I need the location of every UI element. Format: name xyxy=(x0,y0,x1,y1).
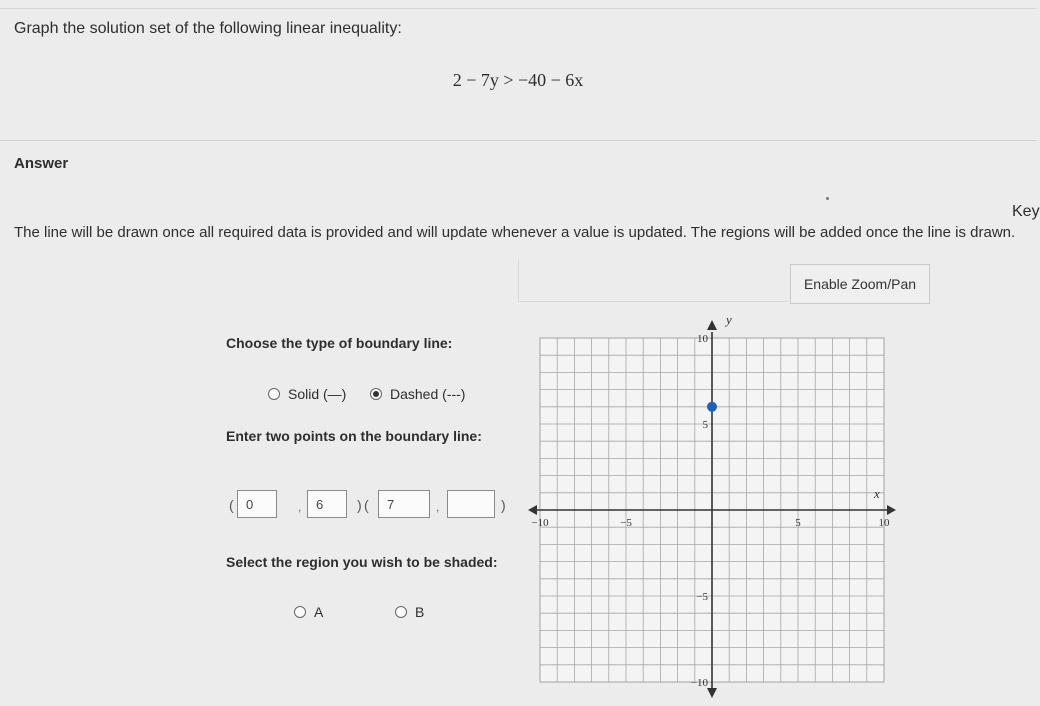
solid-radio[interactable] xyxy=(268,388,280,400)
y-tick-label: 5 xyxy=(702,419,708,431)
x-axis-arrow xyxy=(887,505,896,515)
panel-divider-vertical xyxy=(518,260,519,300)
y-tick-label: 10 xyxy=(697,333,708,345)
solid-option[interactable] xyxy=(268,386,346,402)
graph-points[interactable] xyxy=(707,402,717,412)
region-b-option[interactable] xyxy=(395,604,424,620)
x-tick-label: 10 xyxy=(878,517,890,529)
y-axis-label: y xyxy=(726,312,732,327)
open-paren-1: ( xyxy=(229,497,234,513)
top-border xyxy=(0,0,1036,9)
panel-divider xyxy=(518,301,788,302)
point2-y-input[interactable] xyxy=(447,490,495,518)
region-a-option[interactable] xyxy=(294,604,323,620)
x-tick-label: −10 xyxy=(531,517,549,529)
region-a-radio[interactable] xyxy=(294,606,306,618)
point1-x-input[interactable]: 0 xyxy=(237,490,277,518)
y-tick-label: −5 xyxy=(696,591,708,603)
close-paren-2: ) xyxy=(501,497,506,513)
x-axis-arrow-left xyxy=(528,505,537,515)
divider xyxy=(0,140,1036,141)
y-axis-arrow xyxy=(707,320,717,330)
open-paren-2: ( xyxy=(364,497,369,513)
region-b-radio[interactable] xyxy=(395,606,407,618)
region-a-label: A xyxy=(314,604,324,620)
comma-1: , xyxy=(298,500,302,514)
y-tick-label: −10 xyxy=(690,677,708,689)
zoom-pan-button[interactable]: Enable Zoom/Pan xyxy=(790,264,930,304)
coordinate-graph[interactable] xyxy=(530,310,910,706)
plotted-point[interactable] xyxy=(707,402,717,412)
region-b-label: B xyxy=(415,604,425,620)
point1-y-input[interactable]: 6 xyxy=(307,490,347,518)
x-axis-label: x xyxy=(874,486,880,501)
stray-dot xyxy=(826,197,829,200)
x-tick-label: 5 xyxy=(795,517,801,529)
question-prompt: Graph the solution set of the following linear inequality: xyxy=(14,20,402,37)
region-heading: Select the region you wish to be shaded: xyxy=(226,554,498,570)
y-axis-arrow-down xyxy=(707,688,717,698)
x-tick-label: −5 xyxy=(620,517,632,529)
radio-selected-dot xyxy=(373,391,379,397)
close-paren-1: ) xyxy=(357,497,362,513)
solid-label: Solid (—) xyxy=(288,386,347,402)
points-heading: Enter two points on the boundary line: xyxy=(226,428,482,444)
comma-2: , xyxy=(436,500,440,514)
dashed-option[interactable] xyxy=(370,386,465,402)
key-link[interactable]: Key xyxy=(1012,203,1040,220)
inequality-equation: 2 − 7y > −40 − 6x xyxy=(452,70,584,90)
answer-heading: Answer xyxy=(14,155,69,172)
boundary-type-heading: Choose the type of boundary line: xyxy=(226,335,453,351)
point2-x-input[interactable]: 7 xyxy=(378,490,430,518)
dashed-label: Dashed (---) xyxy=(390,386,466,402)
graph-instructions: The line will be drawn once all required data is provided and will update whenever a value is updated. The regions will be added once the line is drawn. xyxy=(14,224,1016,241)
dashed-radio[interactable] xyxy=(370,388,382,400)
